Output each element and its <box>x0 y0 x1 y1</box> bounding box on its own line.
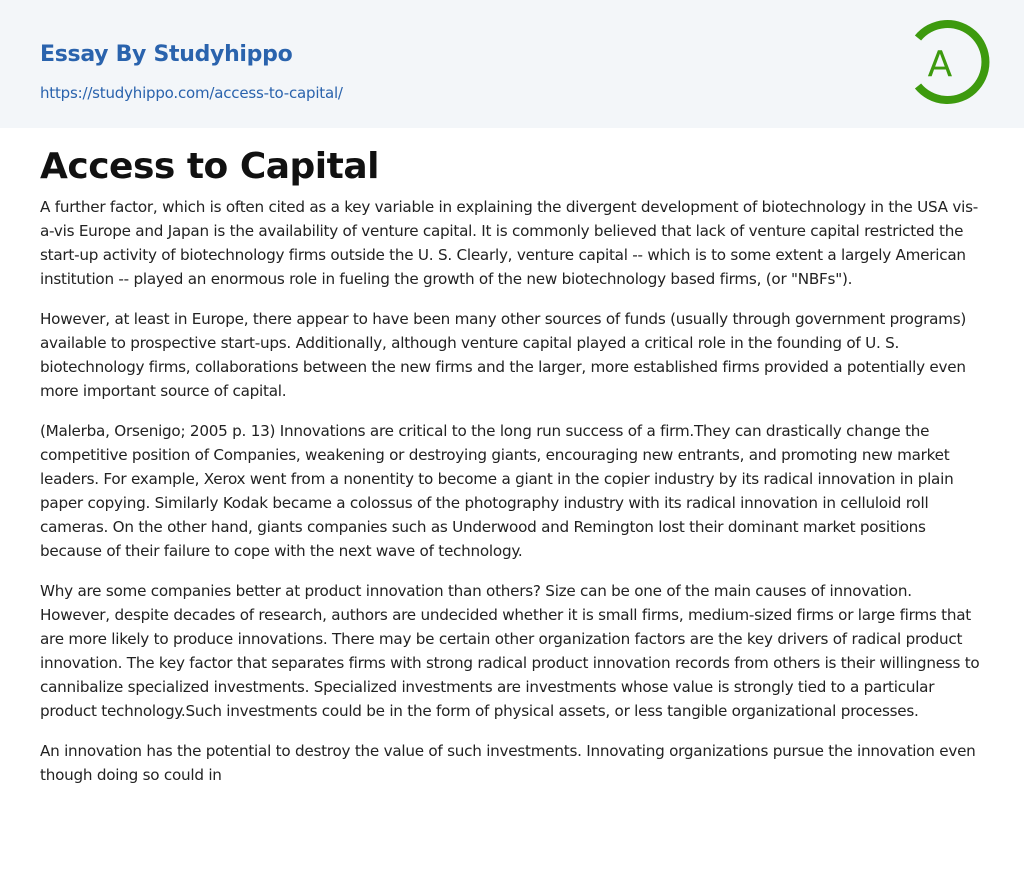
logo-letter: A <box>927 44 953 85</box>
article-body <box>40 195 984 803</box>
paragraph: However, at least in Europe, there appear to have been many other sources of funds (usually through government programs) available to prospective start-ups. Additionally, although venture capital played a critical role in the founding of U. S. biotechnology firms, collaborations between the new firms and the larger, more established firms provided a potentially even more important source of capital. <box>40 310 967 400</box>
paragraph: A further factor, which is often cited as a key variable in explaining the divergent development of biotechnology in the USA vis-a-vis Europe and Japan is the availability of venture capital. It is commonly believed that lack of venture capital restricted the start-up activity of biotechnology firms outside the U. S. Clearly, venture capital -- which is to some extent a largely American institution -- played an enormous role in fueling the growth of the new biotechnology based firms, (or "NBFs"). <box>40 198 978 288</box>
site-title[interactable]: Essay By Studyhippo <box>40 42 293 67</box>
paragraph: An innovation has the potential to destroy the value of such investments. Innovating organizations pursue the innovation even though doing so could in <box>40 742 976 784</box>
studyhippo-logo-icon[interactable] <box>904 18 992 106</box>
paragraph: (Malerba, Orsenigo; 2005 p. 13) Innovations are critical to the long run success of a firm.They can drastically change the competitive position of Companies, weakening or destroying giants, encouraging new entrants, and promoting new market leaders. For example, Xerox went from a nonentity to become a giant in the copier industry by its radical innovation in plain paper copying. Similarly Kodak became a colossus of the photography industry with its radical innovation in celluloid roll cameras. On the other hand, giants companies such as Underwood and Remington lost their dominant market positions because of their failure to cope with the next wave of technology. <box>40 422 954 560</box>
essay-url-link[interactable]: https://studyhippo.com/access-to-capital/ <box>40 84 343 102</box>
paragraph: Why are some companies better at product innovation than others? Size can be one of the main causes of innovation. However, despite decades of research, authors are undecided whether it is small firms, medium-sized firms or large firms that are more likely to produce innovations. There may be certain other organization factors are the key drivers of radical product innovation. The key factor that separates firms with strong radical product innovation records from others is their willingness to cannibalize specialized investments. Specialized investments are investments whose value is strongly tied to a particular product technology.Such investments could be in the form of physical assets, or less tangible organizational processes. <box>40 582 980 720</box>
site-header <box>0 0 1024 128</box>
page-title: Access to Capital <box>40 146 379 187</box>
